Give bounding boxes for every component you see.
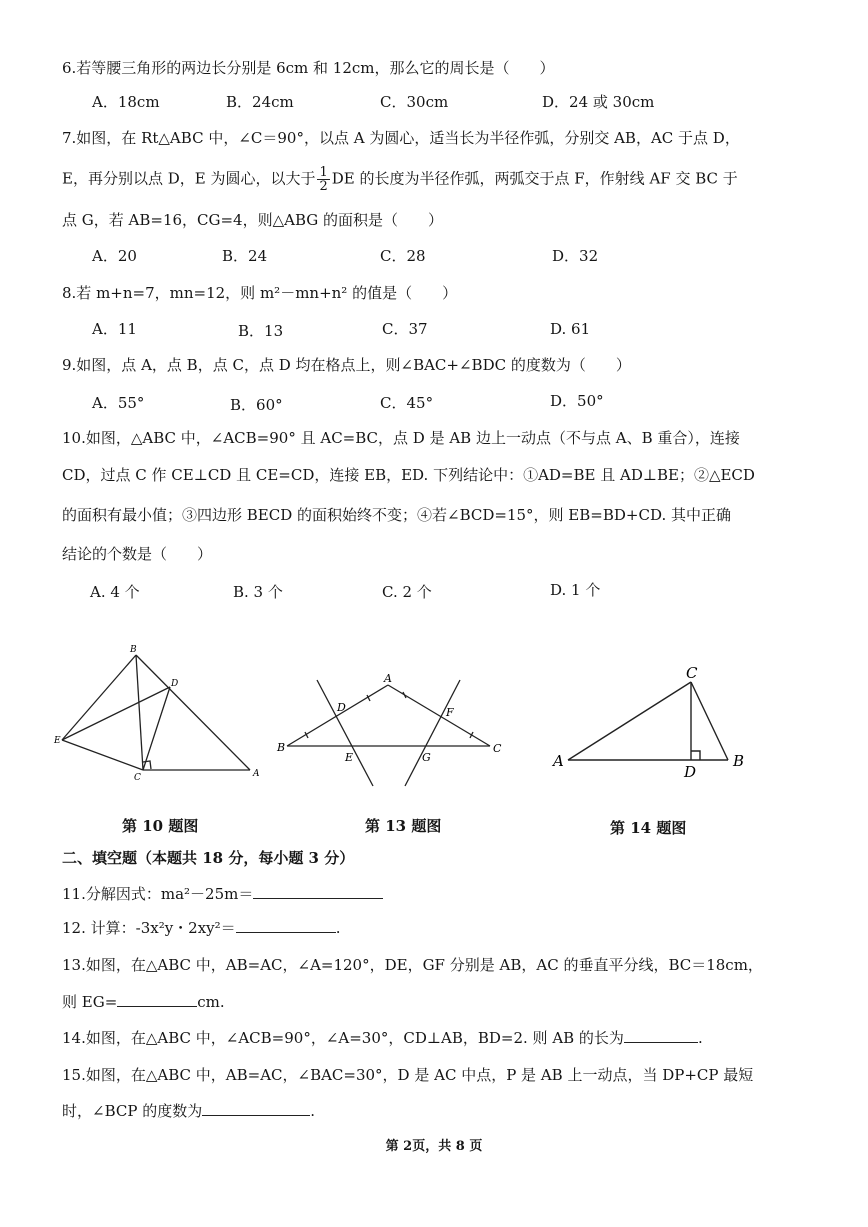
q14 bbox=[62, 1028, 703, 1048]
q7-option-b: B．24 bbox=[222, 247, 268, 265]
q10-option-b: B. 3 个 bbox=[233, 583, 283, 601]
q6-option-d: D．24 或 30cm bbox=[542, 93, 655, 111]
q12 bbox=[62, 918, 340, 938]
fraction-numerator: 1 bbox=[319, 165, 328, 180]
fig10-label-c: C bbox=[134, 773, 141, 783]
segment-ac bbox=[388, 685, 490, 746]
q10-line4: 结论的个数是（ ） bbox=[62, 545, 213, 563]
q13-line2 bbox=[62, 992, 225, 1012]
segment-ed bbox=[62, 687, 170, 740]
q12-answer-blank[interactable] bbox=[236, 918, 336, 933]
q11 bbox=[62, 884, 383, 904]
q7-option-d: D．32 bbox=[552, 247, 599, 265]
q12-tail: . bbox=[335, 919, 341, 937]
perpendicular-bisector-de bbox=[317, 680, 373, 786]
q6-option-a: A．18cm bbox=[92, 93, 160, 111]
segment-bc bbox=[136, 655, 143, 770]
figure-13-lines bbox=[287, 680, 490, 786]
q11-answer-blank[interactable] bbox=[253, 884, 383, 899]
figure-10-lines bbox=[62, 655, 250, 770]
q10-option-c: C. 2 个 bbox=[382, 583, 432, 601]
q10-option-a: A. 4 个 bbox=[90, 583, 140, 601]
q15-line1: 15.如图，在△ABC 中，AB=AC，∠BAC=30°，D 是 AC 中点，P 是 AB 上一动点，当 DP+CP 最短 bbox=[62, 1066, 754, 1084]
q12-stem: 12. 计算：-3x²y・2xy²＝ bbox=[62, 919, 236, 937]
q9-option-b: B．60° bbox=[230, 396, 283, 414]
q13-line2b: cm. bbox=[197, 993, 225, 1011]
q7-line2a: E，再分别以点 D，E 为圆心，以大于 bbox=[62, 169, 316, 188]
section-2-title: 二、填空题（本题共 18 分，每小题 3 分） bbox=[62, 849, 355, 867]
q6-option-c: C．30cm bbox=[380, 93, 449, 111]
figure-14-caption: 第 14 题图 bbox=[610, 819, 687, 837]
q15-line2 bbox=[62, 1101, 315, 1121]
q10-line1: 10.如图，△ABC 中，∠ACB=90° 且 AC=BC，点 D 是 AB 边上一动点（不与点 A、B 重合），连接 bbox=[62, 429, 740, 447]
perpendicular-bisector-gf bbox=[405, 680, 460, 786]
q13-line1: 13.如图，在△ABC 中，AB=AC，∠A=120°，DE，GF 分别是 AB，AC 的垂直平分线，BC＝18cm， bbox=[62, 956, 763, 974]
segment-ac bbox=[568, 682, 691, 760]
fig13-label-d: D bbox=[337, 701, 346, 714]
q6-stem: 6.若等腰三角形的两边长分别是 6cm 和 12cm，那么它的周长是（ ） bbox=[62, 59, 555, 77]
q15-tail: . bbox=[310, 1102, 315, 1120]
fig10-label-d: D bbox=[171, 679, 179, 689]
fig13-label-e: E bbox=[345, 751, 354, 764]
q10-option-d: D. 1 个 bbox=[550, 581, 601, 599]
fig14-label-a: A bbox=[553, 752, 564, 770]
fraction-denominator: 2 bbox=[319, 179, 328, 194]
q9-stem: 9.如图，点 A，点 B，点 C，点 D 均在格点上，则∠BAC+∠BDC 的度数为（ ） bbox=[62, 356, 631, 374]
q9-option-a: A．55° bbox=[92, 394, 145, 412]
fig10-label-e: E bbox=[54, 736, 61, 746]
fig13-label-b: B bbox=[277, 741, 286, 754]
q9-option-d: D．50° bbox=[550, 392, 604, 410]
q7-line2 bbox=[62, 166, 738, 193]
fig13-label-f: F bbox=[446, 706, 454, 719]
q8-option-d: D. 61 bbox=[550, 320, 591, 338]
q10-line3: 的面积有最小值；③四边形 BECD 的面积始终不变；④若∠BCD=15°，则 EB=BD+CD. 其中正确 bbox=[62, 506, 731, 524]
q9-option-c: C．45° bbox=[380, 394, 434, 412]
q13-answer-blank[interactable] bbox=[117, 992, 197, 1007]
figure-10-diagram bbox=[50, 640, 270, 790]
q13-line2a: 则 EG= bbox=[62, 993, 118, 1011]
q8-stem: 8.若 m+n=7，mn=12，则 m²－mn+n² 的值是（ ） bbox=[62, 284, 458, 302]
fig10-label-b: B bbox=[130, 645, 137, 655]
q15-answer-blank[interactable] bbox=[202, 1101, 310, 1116]
fig10-label-a: A bbox=[253, 769, 260, 779]
figure-14-lines bbox=[568, 682, 728, 760]
q14-answer-blank[interactable] bbox=[624, 1028, 698, 1043]
right-angle-mark bbox=[691, 751, 700, 760]
q11-stem: 11.分解因式：ma²－25m＝ bbox=[62, 885, 254, 903]
segment-cb bbox=[691, 682, 728, 760]
fig13-label-g: G bbox=[422, 751, 431, 764]
q14-tail: . bbox=[697, 1029, 703, 1047]
q10-line2: CD，过点 C 作 CE⊥CD 且 CE=CD，连接 EB，ED. 下列结论中：①AD=BE 且 AD⊥BE；②△ECD bbox=[62, 466, 755, 484]
q6-option-b: B．24cm bbox=[226, 93, 294, 111]
segment-ec bbox=[62, 740, 143, 770]
q15-line2a: 时，∠BCP 的度数为 bbox=[62, 1102, 203, 1120]
q8-option-a: A．11 bbox=[92, 320, 137, 338]
fig13-label-a: A bbox=[384, 672, 392, 685]
fig14-label-c: C bbox=[686, 664, 698, 682]
figure-13-diagram bbox=[275, 668, 510, 793]
fig13-label-c: C bbox=[493, 742, 502, 755]
segment-cd bbox=[143, 687, 170, 770]
q7-line1: 7.如图，在 Rt△ABC 中，∠C＝90°，以点 A 为圆心，适当长为半径作弧，分别交 AB，AC 于点 D， bbox=[62, 129, 740, 147]
segment-ba bbox=[136, 655, 250, 770]
q7-line3: 点 G，若 AB=16，CG=4，则△ABG 的面积是（ ） bbox=[62, 211, 444, 229]
q14-stem: 14.如图，在△ABC 中，∠ACB=90°，∠A=30°，CD⊥AB，BD=2. 则 AB 的长为 bbox=[62, 1029, 624, 1047]
q8-option-c: C．37 bbox=[382, 320, 428, 338]
segment-ba bbox=[287, 685, 388, 746]
fig14-label-b: B bbox=[733, 752, 745, 770]
q7-line2b: DE 的长度为半径作弧，两弧交于点 F，作射线 AF 交 BC 于 bbox=[331, 169, 738, 188]
segment-eb bbox=[62, 655, 136, 740]
q8-option-b: B．13 bbox=[238, 322, 284, 340]
figure-10-caption: 第 10 题图 bbox=[122, 817, 199, 835]
q7-option-c: C．28 bbox=[380, 247, 426, 265]
page-footer: 第 2页，共 8 页 bbox=[385, 1139, 483, 1154]
fraction-half bbox=[317, 166, 329, 193]
figure-14-diagram bbox=[548, 662, 763, 782]
q7-option-a: A．20 bbox=[92, 247, 137, 265]
figure-13-caption: 第 13 题图 bbox=[365, 817, 442, 835]
fig14-label-d: D bbox=[684, 763, 697, 781]
